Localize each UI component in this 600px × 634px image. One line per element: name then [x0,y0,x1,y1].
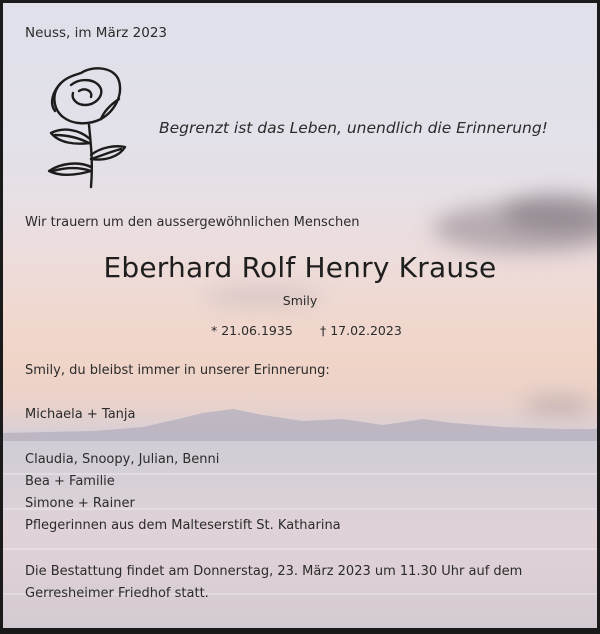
farewell-text: Smily, du bleibst immer in unserer Erinnerung: [25,363,330,378]
mourner-line: Claudia, Snoopy, Julian, Benni [25,452,220,467]
motto: Begrenzt ist das Leben, unendlich die Erinnerung! [159,119,548,137]
death-date: † 17.02.2023 [320,323,402,338]
funeral-info: Die Bestattung findet am Donnerstag, 23. März 2023 um 11.30 Uhr auf dem Gerresheimer Friedhof statt. [25,564,523,601]
mourner-line: Pflegerinnen aus dem Malteserstift St. Katharina [25,518,341,533]
deceased-name: Eberhard Rolf Henry Krause [103,251,497,284]
deceased-nickname: Smily [282,293,318,308]
rose-icon [31,63,131,191]
obituary-notice [3,3,597,628]
birth-date: * 21.06.1935 [211,323,293,338]
mourner-line: Michaela + Tanja [25,407,136,422]
place-date: Neuss, im März 2023 [25,25,168,41]
intro-text: Wir trauern um den aussergewöhnlichen Menschen [25,215,360,230]
water-reflection [3,548,597,550]
mourner-line: Bea + Familie [25,474,115,489]
mourner-line: Simone + Rainer [25,496,135,511]
